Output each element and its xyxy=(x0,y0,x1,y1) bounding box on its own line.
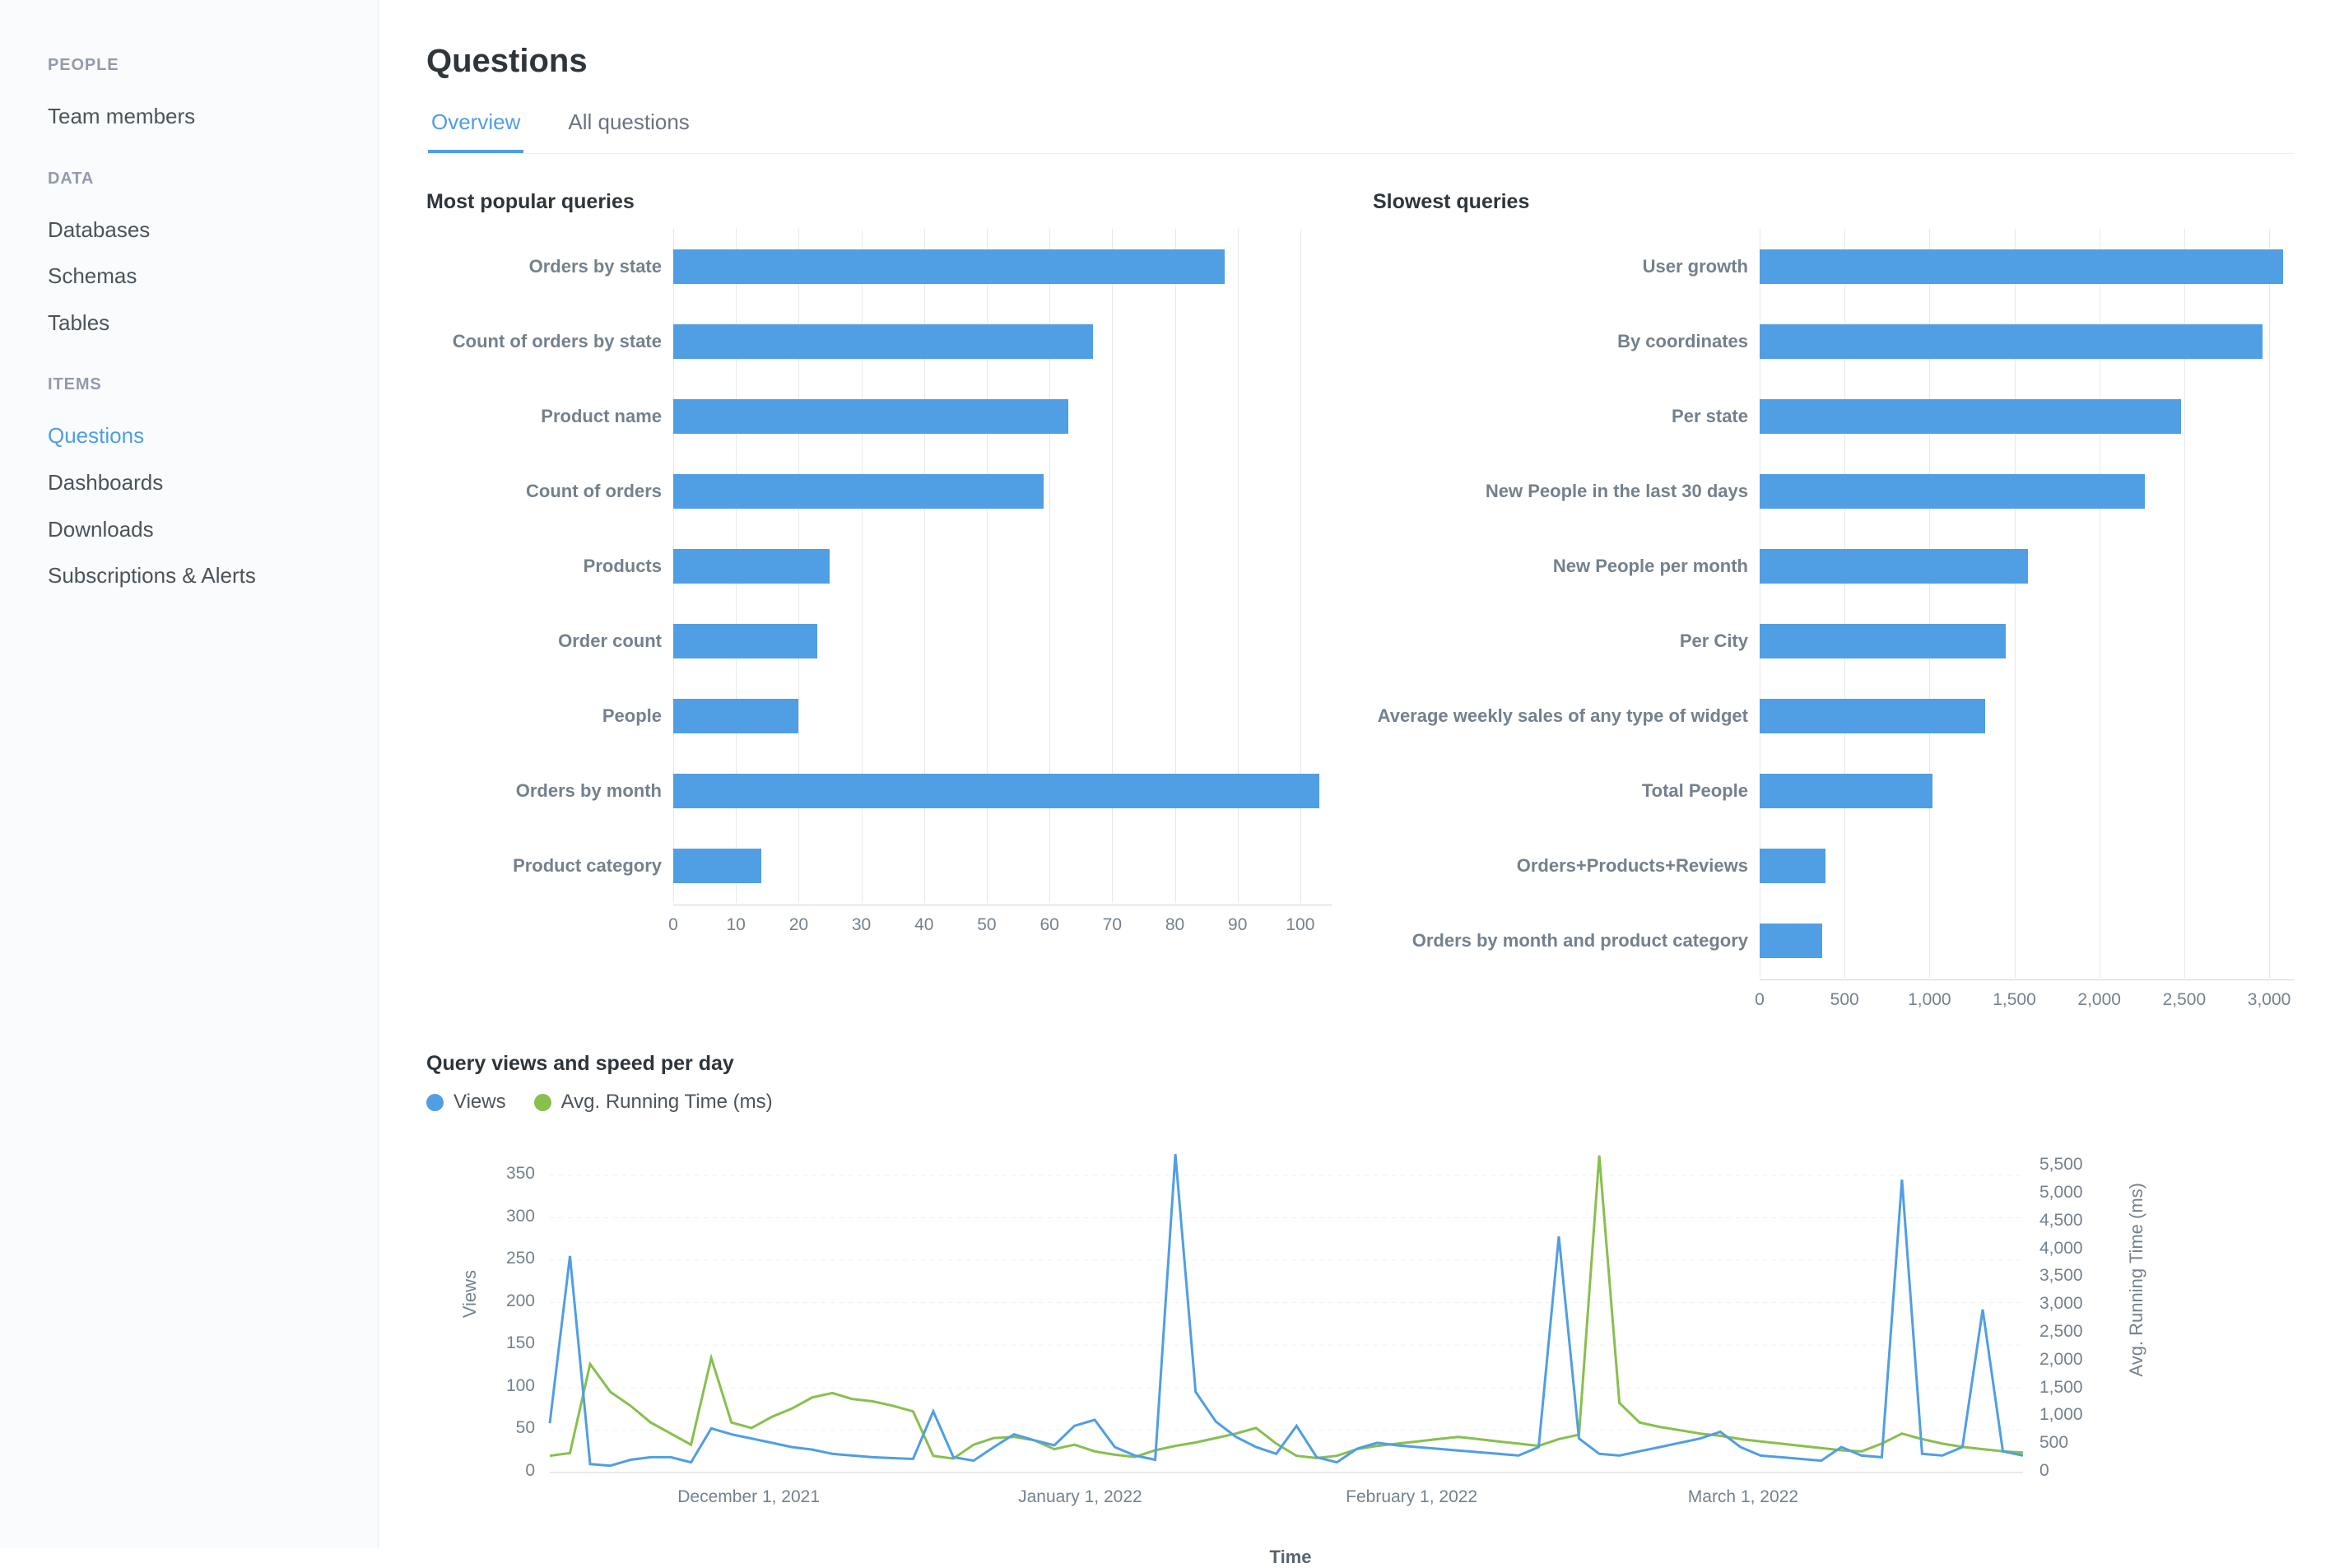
gridline xyxy=(1112,828,1113,903)
x-axis-tick-label: March 1, 2022 xyxy=(1687,1487,1799,1506)
sidebar-section-title: ITEMS xyxy=(48,375,102,394)
bar-label: Orders+Products+Reviews xyxy=(1516,854,1748,876)
axis-line xyxy=(668,905,1332,942)
x-axis xyxy=(1373,979,2295,1017)
bar-row xyxy=(1373,753,2295,828)
bar-row xyxy=(1373,828,2295,903)
gridline xyxy=(1300,454,1301,528)
gridline xyxy=(1300,379,1301,454)
bar-track xyxy=(673,678,1332,753)
bar[interactable] xyxy=(1760,624,2006,658)
bar-label: Per state xyxy=(1672,405,1748,426)
y2-axis-tick-label: 5,000 xyxy=(2039,1183,2083,1203)
gridline xyxy=(2184,379,2185,454)
bar[interactable] xyxy=(1760,324,2263,359)
bar[interactable] xyxy=(1760,699,1985,733)
gridline xyxy=(987,678,988,753)
y2-axis-tick-label: 3,500 xyxy=(2039,1266,2083,1286)
axis-tick-label: 20 xyxy=(788,915,809,934)
gridline xyxy=(798,678,799,753)
sidebar-item-schemas[interactable]: Schemas xyxy=(48,263,137,289)
x-axis xyxy=(426,905,1332,942)
bar-label: Order count xyxy=(558,630,662,651)
main-content xyxy=(379,0,2344,1567)
gridline xyxy=(1175,678,1176,753)
axis-tick-label: 40 xyxy=(914,915,934,934)
gridline xyxy=(1112,454,1113,528)
gridline xyxy=(987,528,988,603)
gridline xyxy=(1112,603,1113,678)
axis-tick-label: 70 xyxy=(1102,915,1123,934)
y2-axis-tick-label: 2,000 xyxy=(2039,1349,2083,1369)
bar-track xyxy=(673,753,1332,828)
slowest-queries-chart xyxy=(1373,229,2295,1017)
gridline xyxy=(2269,528,2270,603)
gridline xyxy=(2269,678,2270,753)
bar-row xyxy=(426,603,1332,678)
gridline xyxy=(1175,528,1176,603)
bar-track xyxy=(1760,828,2295,903)
bar-row xyxy=(426,828,1332,903)
gridline xyxy=(924,528,925,603)
bar-track xyxy=(673,603,1332,678)
bar-row xyxy=(426,753,1332,828)
legend-label: Views xyxy=(453,1091,506,1113)
bar-row xyxy=(1373,379,2295,454)
bar-row xyxy=(1373,229,2295,304)
bar-label: People xyxy=(602,705,662,726)
gridline xyxy=(987,828,988,903)
gridline xyxy=(2015,678,2016,753)
bar[interactable] xyxy=(1760,924,1822,958)
bar-label: Products xyxy=(583,555,662,576)
gridline xyxy=(1238,454,1239,528)
slowest-queries-card xyxy=(1373,190,2295,1017)
x-axis-tick-label: January 1, 2022 xyxy=(1018,1487,1142,1506)
query-views-speed-card xyxy=(426,1052,2155,1567)
bar-track xyxy=(673,454,1332,528)
y2-axis-title: Avg. Running Time (ms) xyxy=(2126,1183,2146,1377)
sidebar-item-tables[interactable]: Tables xyxy=(48,309,110,335)
sidebar-item-dashboards[interactable]: Dashboards xyxy=(48,469,164,495)
bar-track xyxy=(1760,678,2295,753)
y-axis-tick-label: 250 xyxy=(505,1249,535,1268)
bar-track xyxy=(673,304,1332,379)
bar-row xyxy=(1373,903,2295,978)
bar-row xyxy=(1373,528,2295,603)
legend-item[interactable] xyxy=(426,1091,506,1114)
bar-label: Orders by month xyxy=(515,779,662,801)
gridline xyxy=(1300,528,1301,603)
axis-tick-label: 50 xyxy=(977,915,997,934)
gridline xyxy=(2269,603,2270,678)
bar-row xyxy=(1373,603,2295,678)
charts-row xyxy=(426,190,2295,1017)
gridline xyxy=(862,603,863,678)
gridline xyxy=(2015,753,2016,828)
bar-track xyxy=(1760,304,2295,379)
gridline xyxy=(1175,603,1176,678)
bar-row xyxy=(1373,454,2295,528)
axis-tick-label: 30 xyxy=(851,915,872,934)
axis-tick-label: 1,000 xyxy=(1908,990,1951,1009)
chart-title-slowest: Slowest queries xyxy=(1373,190,1530,213)
gridline xyxy=(2269,304,2270,379)
gridline xyxy=(1238,828,1239,903)
tab-bar xyxy=(426,109,2295,154)
axis-tick-label: 90 xyxy=(1228,915,1248,934)
bar-row xyxy=(426,528,1332,603)
gridline xyxy=(1049,603,1050,678)
bar[interactable] xyxy=(673,699,798,733)
y2-axis-tick-label: 0 xyxy=(2039,1461,2049,1480)
bar[interactable] xyxy=(673,549,830,584)
legend-label: Avg. Running Time (ms) xyxy=(560,1091,773,1113)
bar-label: New People in the last 30 days xyxy=(1485,480,1748,501)
gridline xyxy=(2184,603,2185,678)
bar-track xyxy=(1760,603,2295,678)
gridline xyxy=(1175,454,1176,528)
y-axis-tick-label: 300 xyxy=(505,1206,535,1226)
y-axis-tick-label: 350 xyxy=(505,1163,535,1183)
y-axis-tick-label: 100 xyxy=(505,1375,535,1395)
axis-tick-label: 80 xyxy=(1165,915,1185,934)
chart-title-most-popular: Most popular queries xyxy=(426,190,635,213)
line-chart-svg xyxy=(426,1135,2155,1522)
bar-track xyxy=(673,229,1332,304)
bar[interactable] xyxy=(1760,549,2028,584)
gridline xyxy=(1238,528,1239,603)
chart-legend xyxy=(426,1091,2155,1114)
chart-title-views-speed: Query views and speed per day xyxy=(426,1052,734,1075)
bar-track xyxy=(673,528,1332,603)
bar[interactable] xyxy=(673,249,1225,284)
bar-track xyxy=(1760,753,2295,828)
gridline xyxy=(1300,678,1301,753)
gridline xyxy=(1300,603,1301,678)
bar[interactable] xyxy=(1760,474,2145,509)
y2-axis-tick-label: 4,500 xyxy=(2039,1210,2083,1230)
bar[interactable] xyxy=(673,324,1093,359)
bar-label: Total People xyxy=(1641,779,1748,801)
bar-row xyxy=(426,379,1332,454)
y2-axis-tick-label: 500 xyxy=(2039,1433,2069,1453)
gridline xyxy=(1112,379,1113,454)
sidebar-section-title: DATA xyxy=(48,169,95,188)
y2-axis-tick-label: 1,500 xyxy=(2039,1377,2083,1397)
sidebar-section-title: PEOPLE xyxy=(48,56,119,74)
bar[interactable] xyxy=(1760,774,1932,808)
gridline xyxy=(1238,379,1239,454)
gridline xyxy=(1844,828,1845,903)
page-title: Questions xyxy=(426,43,588,79)
gridline xyxy=(2269,753,2270,828)
bar-track xyxy=(673,379,1332,454)
gridline xyxy=(1049,678,1050,753)
gridline xyxy=(2184,903,2185,978)
bar-label: Product name xyxy=(541,405,662,426)
sidebar-item-downloads[interactable]: Downloads xyxy=(48,516,154,542)
gridline xyxy=(2269,454,2270,528)
gridline xyxy=(2015,828,2016,903)
bar[interactable] xyxy=(673,474,1044,509)
most-popular-queries-chart xyxy=(426,229,1332,942)
x-axis-tick-label: December 1, 2021 xyxy=(677,1487,821,1506)
bar-track xyxy=(1760,903,2295,978)
bar-track xyxy=(1760,454,2295,528)
bar[interactable] xyxy=(673,774,1319,808)
bar[interactable] xyxy=(1760,399,2181,434)
bar[interactable] xyxy=(1760,249,2283,284)
gridline xyxy=(1300,828,1301,903)
gridline xyxy=(1112,304,1113,379)
sidebar-item-databases[interactable]: Databases xyxy=(48,216,151,242)
bar-label: Count of orders xyxy=(526,480,662,501)
bar-track xyxy=(1760,379,2295,454)
legend-item[interactable] xyxy=(534,1091,773,1114)
y-axis-tick-label: 0 xyxy=(525,1461,535,1480)
bar-row xyxy=(1373,304,2295,379)
axis-tick-label: 2,500 xyxy=(2162,990,2207,1009)
gridline xyxy=(1238,678,1239,753)
axis-tick-label: 0 xyxy=(1755,990,1765,1009)
y-axis-tick-label: 200 xyxy=(505,1291,535,1310)
bar-label: Average weekly sales of any type of widget xyxy=(1377,705,1748,726)
bar-label: Orders by month and product category xyxy=(1412,929,1748,951)
gridline xyxy=(924,828,925,903)
bar[interactable] xyxy=(1760,849,1825,883)
gridline xyxy=(2184,678,2185,753)
bar-row xyxy=(426,678,1332,753)
axis-tick-label: 3,000 xyxy=(2247,990,2291,1009)
series-line xyxy=(550,1154,2023,1466)
gridline xyxy=(924,678,925,753)
axis-tick-label: 500 xyxy=(1830,990,1859,1009)
gridline xyxy=(2015,603,2016,678)
bar[interactable] xyxy=(673,849,761,883)
legend-color-dot xyxy=(426,1094,444,1111)
bar-label: User growth xyxy=(1642,255,1748,277)
y-axis-tick-label: 150 xyxy=(505,1333,535,1353)
gridline xyxy=(924,603,925,678)
tab-all-questions[interactable]: All questions xyxy=(568,109,690,134)
gridline xyxy=(2184,828,2185,903)
bar-label: By coordinates xyxy=(1617,330,1748,351)
tab-overview[interactable]: Overview xyxy=(428,109,523,153)
y-axis-title: Views xyxy=(459,1270,480,1319)
axis-tick-label: 1,500 xyxy=(1993,990,2036,1009)
gridline xyxy=(2269,379,2270,454)
gridline xyxy=(1112,678,1113,753)
gridline xyxy=(1844,903,1845,978)
gridline xyxy=(1175,828,1176,903)
gridline xyxy=(1049,828,1050,903)
series-line xyxy=(550,1156,2023,1459)
sidebar-item-questions[interactable]: Questions xyxy=(48,423,145,449)
gridline xyxy=(1238,304,1239,379)
gridline xyxy=(2269,828,2270,903)
gridline xyxy=(1238,603,1239,678)
y2-axis-tick-label: 2,500 xyxy=(2039,1322,2083,1342)
bar-track xyxy=(673,828,1332,903)
gridline xyxy=(1929,828,1930,903)
legend-color-dot xyxy=(534,1094,551,1111)
gridline xyxy=(987,603,988,678)
bar-row xyxy=(426,454,1332,528)
gridline xyxy=(862,528,863,603)
bar-row xyxy=(1373,678,2295,753)
gridline xyxy=(1175,304,1176,379)
bar-row xyxy=(426,304,1332,379)
sidebar-item-subscriptions-alerts[interactable]: Subscriptions & Alerts xyxy=(48,563,256,589)
gridline xyxy=(2184,528,2185,603)
gridline xyxy=(1929,903,1930,978)
gridline xyxy=(1300,304,1301,379)
most-popular-queries-card xyxy=(426,190,1332,1017)
gridline xyxy=(1175,379,1176,454)
axis-line xyxy=(1755,979,2295,1017)
line-chart-plot xyxy=(426,1135,2155,1567)
gridline xyxy=(2269,903,2270,978)
bar-label: Product category xyxy=(513,854,662,876)
axis-tick-label: 0 xyxy=(668,915,678,934)
y-axis-tick-label: 50 xyxy=(515,1418,535,1438)
y2-axis-tick-label: 3,000 xyxy=(2039,1294,2083,1314)
bar-label: Count of orders by state xyxy=(452,330,662,351)
bar-label: Per City xyxy=(1679,630,1748,651)
x-axis-title: Time xyxy=(1269,1547,1312,1567)
bar-label: Orders by state xyxy=(528,255,662,277)
bar[interactable] xyxy=(673,399,1068,434)
axis-tick-label: 100 xyxy=(1286,915,1315,934)
axis-tick-label: 10 xyxy=(726,915,746,934)
gridline xyxy=(862,828,863,903)
y2-axis-tick-label: 1,000 xyxy=(2039,1405,2083,1425)
gridline xyxy=(862,678,863,753)
sidebar-item-team-members[interactable]: Team members xyxy=(48,104,196,128)
bar-track xyxy=(1760,229,2295,304)
gridline xyxy=(1049,528,1050,603)
gridline xyxy=(1300,229,1301,304)
bar-label: New People per month xyxy=(1552,555,1748,576)
gridline xyxy=(1112,528,1113,603)
sidebar xyxy=(0,0,379,1548)
gridline xyxy=(798,828,799,903)
axis-tick-label: 60 xyxy=(1039,915,1059,934)
gridline xyxy=(1238,229,1239,304)
gridline xyxy=(2184,454,2185,528)
bar-track xyxy=(1760,528,2295,603)
gridline xyxy=(1049,454,1050,528)
x-axis-tick-label: February 1, 2022 xyxy=(1346,1487,1478,1506)
y2-axis-tick-label: 4,000 xyxy=(2039,1238,2083,1258)
bar-row xyxy=(426,229,1332,304)
bar[interactable] xyxy=(673,624,817,658)
y2-axis-tick-label: 5,500 xyxy=(2039,1155,2083,1175)
gridline xyxy=(2184,753,2185,828)
axis-tick-label: 2,000 xyxy=(2077,990,2121,1009)
gridline xyxy=(2015,903,2016,978)
